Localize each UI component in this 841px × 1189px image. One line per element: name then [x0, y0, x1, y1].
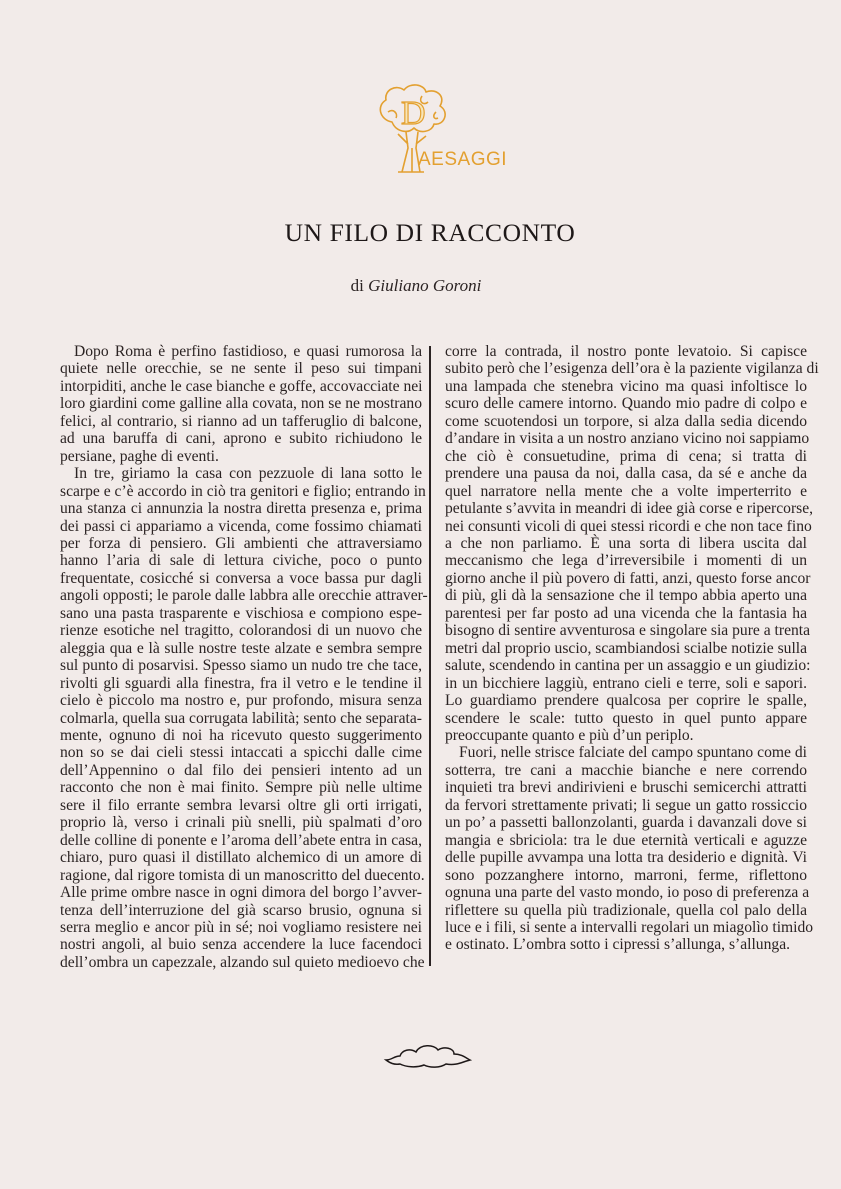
- text-line: delle pupille avvampa una lotta tra desiderio e dignità. Vi: [445, 849, 807, 867]
- text-line: Alle prime ombre nasce in ogni dimora del borgo l’avver-: [60, 884, 422, 902]
- text-line: luce e i fili, si sente a intervalli regolari un miagolìo timido: [445, 918, 814, 936]
- text-line: per forza di pensiero. Gli ambienti che attraversiamo: [60, 534, 422, 552]
- text-column-right: [445, 343, 819, 954]
- text-line: dell’Appennino o dal filo dei pensieri intento ad un: [60, 761, 422, 779]
- text-line: bisogno di sentire avventurosa e singolare sia pure a trenta: [445, 622, 811, 640]
- text-line: proprio là, verso i crinali più snelli, più spalmati d’oro: [60, 814, 422, 832]
- text-line: quiete nelle orecchie, se ne sente il peso sui timpani: [60, 360, 422, 378]
- byline-prefix: di: [350, 276, 364, 295]
- text-line: In tre, giriamo la casa con pezzuole di lana sotto le: [74, 465, 422, 483]
- text-line: ragione, dal rigore tomista di un manoscritto del duecento.: [60, 866, 425, 884]
- text-line: aleggia qua e là sulle nostre teste alzate e sembra sempre: [60, 639, 422, 657]
- text-line: meccanismo che lega d’irreversibile i momenti di un: [445, 552, 807, 570]
- text-line: una stanza ci annunzia la nostra diretta presenza e, prima: [60, 500, 422, 518]
- text-line: preoccupante quanto e più d’un periplo.: [445, 726, 694, 744]
- text-line: come scuotendosi un torpore, si alza dalla sedia dicendo: [445, 412, 807, 430]
- text-line: serra meglio e ancor più in sé; noi vogliamo resistere nei: [60, 918, 422, 936]
- text-line: sono pozzanghere intorno, marroni, ferme, riflettono: [445, 866, 807, 884]
- text-line: felici, al contrario, si rianno ad un tafferuglio di balcone,: [60, 412, 422, 430]
- text-line: quel narratore nella mente che a volte imperterrito e: [445, 482, 807, 500]
- text-line: riflettere su quella più tradizionale, quella col palo della: [445, 901, 807, 919]
- text-line: loro giardini come galline alla covata, non se ne mostrano: [60, 395, 422, 413]
- text-line: Lo guardiamo prendere qualcosa per coprire le spalle,: [445, 692, 807, 710]
- text-line: frequentate, cosicché si conversa a voce bassa pur dagli: [60, 569, 422, 587]
- text-line: sere il filo errante sembra levarsi oltre gli orti irrigati,: [60, 796, 422, 814]
- text-line: di più, gli dà la sensazione che il tempo abbia aperto una: [445, 587, 807, 605]
- text-line: inquieti tra brevi andirivieni e bruschi semicerchi attratti: [445, 779, 807, 797]
- text-line: prendere una pausa da noi, dalla casa, da sé e anche da: [445, 465, 807, 483]
- text-line: petulante s’avvita in meandri di idee già corse e ripercorse,: [445, 500, 814, 518]
- text-line: parentesi per far posto ad una vicenda che la fantasia ha: [445, 604, 807, 622]
- text-line: rivolti gli sguardi alla finestra, fra il vetro e le tendine il: [60, 674, 422, 692]
- text-line: metri dal proprio uscio, scambiandosi scialbe notizie sulla: [445, 639, 808, 657]
- text-line: Dopo Roma è perfino fastidioso, e quasi rumorosa la: [74, 343, 422, 360]
- text-line: e ostinato. L’ombra sotto i cipressi s’allunga, s’allunga.: [445, 936, 791, 954]
- text-line: scuro delle camere intorno. Quando mio padre di colpo e: [445, 395, 807, 413]
- text-line: racconto che non è mai finito. Sempre più nelle ultime: [60, 779, 422, 797]
- text-line: nostri angoli, al buio senza accendere la luce facendoci: [60, 936, 422, 954]
- logo-letter: D: [401, 95, 426, 132]
- byline: [0, 276, 832, 296]
- text-column-left: [60, 343, 428, 971]
- cloud-ornament-icon: [382, 1040, 474, 1070]
- text-line: dei passi ci appariamo a vicenda, come fossimo chiamati: [60, 517, 422, 535]
- text-line: un po’ a passetti ballonzolanti, guarda i davanzali dove si: [445, 814, 807, 832]
- text-line: scendere le scale: tutto questo in quel punto appare: [445, 709, 807, 727]
- text-line: delle colline di ponente e l’aroma dell’abete entra in casa,: [60, 831, 422, 849]
- text-line: che ciò è consuetudine, prima di cena; si tratta di: [445, 447, 807, 465]
- text-line: angoli opposti; le parole dalle labbra alle orecchie attraver-: [60, 587, 428, 605]
- text-line: intorpiditi, anche le case bianche e goffe, accovacciate nei: [60, 377, 423, 395]
- text-line: a che non parliamo. È una sorta di libera uscita dal: [445, 534, 807, 552]
- text-line: in un bicchiere laggiù, entrano cieli e terre, soli e sapori.: [445, 674, 807, 692]
- text-line: da fervori strettamente privati; li segue un gatto rossiccio: [445, 796, 807, 814]
- text-line: giorno anche il più povero di fatti, anzi, questo forse ancor: [445, 569, 811, 587]
- text-line: rienze esotiche nel tragitto, colorandosi di un nuovo che: [60, 622, 422, 640]
- author-name: Giuliano Goroni: [368, 276, 482, 295]
- text-line: persiane, paghe di eventi.: [60, 447, 219, 465]
- text-line: ognuna una parte del vasto mondo, io poso di preferenza a: [445, 884, 810, 902]
- text-line: hanno l’aria di sale di lettura civiche, poco o punto: [60, 552, 422, 570]
- text-line: dell’ombra un capezzale, alzando sul quieto medioevo che: [60, 953, 425, 971]
- text-line: mangia e sbriciola: tra le due eternità verticali e aguzze: [445, 831, 807, 849]
- text-line: chiaro, puro quasi il distillato alchemico di un amore di: [60, 849, 422, 867]
- text-line: corre la contrada, il nostro ponte levatoio. Si capisce: [445, 343, 807, 360]
- text-line: mente, ognuno di noi ha ricevuto questo suggerimento: [60, 726, 422, 744]
- text-line: sul punto di posarvisi. Spesso siamo un nudo tre che tace,: [60, 657, 422, 675]
- text-line: cielo è piccolo ma nostro e, pur profondo, misura senza: [60, 692, 422, 710]
- text-line: ad una baruffa di cani, aprono e subito richiudono le: [60, 430, 422, 448]
- article-title: UN FILO DI RACCONTO: [284, 218, 576, 247]
- text-line: nei consunti vicoli di quei stessi ricordi e che non tace fino: [445, 517, 812, 535]
- column-divider: [429, 346, 431, 966]
- section-label: AESAGGI: [418, 149, 508, 170]
- text-line: colmarla, quella sua corrugata labilità; sento che separata-: [60, 709, 422, 727]
- text-line: non so se dai cieli stessi intaccati a spicchi dalle cime: [60, 744, 422, 762]
- text-line: sotterra, tre cani a macchie bianche e nere correndo: [445, 761, 807, 779]
- text-line: scarpe e c’è accordo in ciò tra genitori e figlio; entrando in: [60, 482, 426, 500]
- text-line: tenza dell’interruzione del già scarso brusio, ognuna si: [60, 901, 422, 919]
- text-line: d’andare in visita a un nostro anziano vicino noi sappiamo: [445, 430, 810, 448]
- text-line: sano una pasta trasparente e vischiosa e compiono espe-: [60, 604, 422, 622]
- text-line: una lampada che stenebra vicino ma quasi infoltisce lo: [445, 377, 807, 395]
- text-line: subito però che l’esigenza dell’ora è la paziente vigilanza di: [445, 360, 819, 378]
- text-line: salute, scendendo in cantina per un assaggio e un giudizio:: [445, 657, 811, 675]
- text-line: Fuori, nelle strisce falciate del campo spuntano come di: [459, 744, 807, 762]
